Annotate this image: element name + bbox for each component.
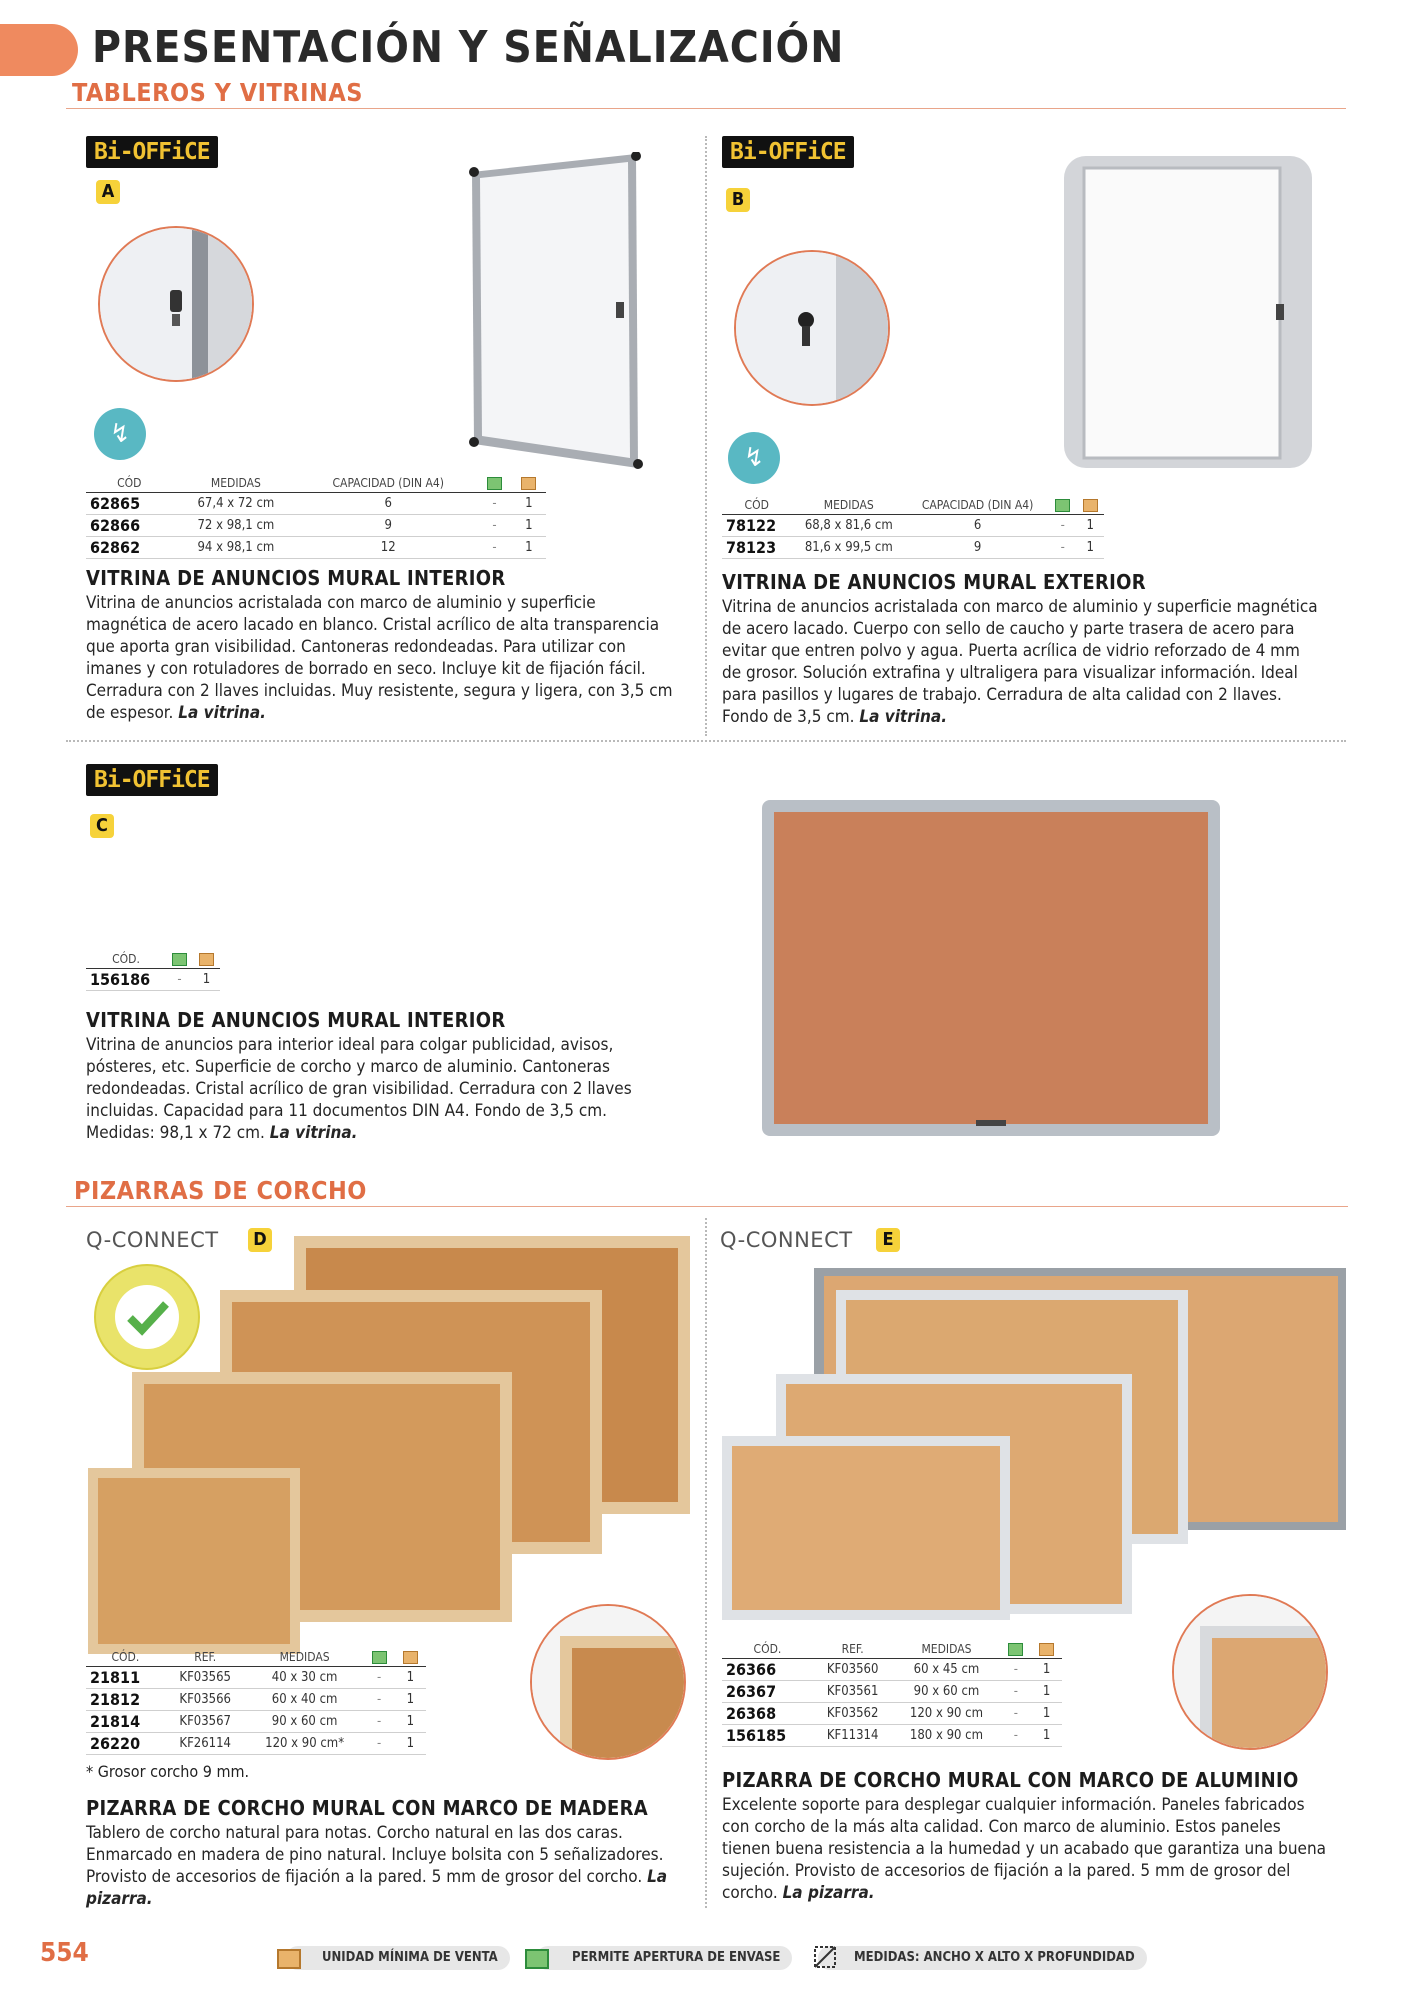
table-row: 21811 KF03565 40 x 30 cm - 1 [86, 1667, 426, 1689]
product-description-a: Vitrina de anuncios acristalada con marco de aluminio y superficie magnética de acero lacado en blanco. Cristal acrílico de alta transparencia que aporta gran visibilidad. Cantoneras redondeadas. Para utilizar con imanes y con rotuladores de borrado en seco. Incluye kit de fijación fácil. Cerradura con 2 llaves incluidas. Muy resistente, segura y ligera, con 3,5 cm de espesor. La vitrina. [86, 593, 673, 723]
open-pack-icon [1008, 1643, 1023, 1656]
product-description-e: Excelente soporte para desplegar cualquier información. Paneles fabricados con corcho de la más alta calidad. Con marco de aluminio. Estos paneles tienen buena resistencia a la humedad y un acabado que garantiza una buena sujeción. Provisto de accesorios de fijación a la pared. 5 mm de grosor del corcho. La pizarra. [722, 1795, 1327, 1903]
col-apertura [364, 1648, 395, 1667]
corner-detail-illustration [1174, 1596, 1326, 1748]
legend-apertura: PERMITE APERTURA DE ENVASE [536, 1946, 792, 1970]
footnote-grosor: * Grosor corcho 9 mm. [86, 1762, 250, 1781]
box-icon [1083, 499, 1098, 512]
product-title-a: VITRINA DE ANUNCIOS MURAL INTERIOR [86, 566, 506, 590]
table-row: 26220 KF26114 120 x 90 cm* - 1 [86, 1733, 426, 1755]
detail-zoom-lock-a [98, 226, 254, 382]
product-image-pizarras-madera [86, 1236, 690, 1656]
col-unidad [1076, 496, 1104, 515]
brand-logo-q-connect: Q-CONNECT [86, 1228, 219, 1252]
product-letter-b: B [726, 188, 750, 212]
col-ref: REF. [813, 1640, 893, 1659]
box-icon [276, 1944, 302, 1970]
spec-table-c [86, 950, 220, 991]
col-unidad [1031, 1640, 1062, 1659]
table-row: 78123 81,6 x 99,5 cm 9 - 1 [722, 537, 1104, 559]
table-row: 26368 KF03562 120 x 90 cm - 1 [722, 1703, 1062, 1725]
col-cod: CÓD [86, 474, 173, 493]
table-row: 62862 94 x 98,1 cm 12 - 1 [86, 537, 546, 559]
corner-detail-illustration [532, 1606, 684, 1758]
product-letter-e: E [876, 1228, 900, 1252]
page-number: 554 [40, 1938, 89, 1968]
col-cod: CÓD. [86, 950, 166, 969]
product-image-vitrina-a [468, 152, 644, 470]
col-medidas: MEDIDAS [173, 474, 300, 493]
dimensions-icon [812, 1944, 838, 1970]
col-medidas: MEDIDAS [246, 1648, 364, 1667]
col-cod: CÓD. [86, 1648, 165, 1667]
section-heading-tableros: TABLEROS Y VITRINAS [72, 78, 363, 107]
box-icon [521, 477, 536, 490]
col-ref: REF. [165, 1648, 246, 1667]
product-description-d: Tablero de corcho natural para notas. Corcho natural en las dos caras. Enmarcado en madera de pino natural. Incluye bolsita con 5 señalizadores. Provisto de accesorios de fijación a la pared. 5 mm de grosor del corcho. La pizarra. [86, 1823, 668, 1909]
legend-medidas: MEDIDAS: ANCHO X ALTO X PROFUNDIDAD [818, 1946, 1147, 1970]
table-row: 21814 KF03567 90 x 60 cm - 1 [86, 1711, 426, 1733]
product-letter-d: D [248, 1228, 272, 1252]
col-apertura [166, 950, 193, 969]
brand-logo-bi-office: Bi-OFFiCE [86, 764, 218, 796]
legend-unidad-minima: UNIDAD MÍNIMA DE VENTA [286, 1946, 510, 1970]
spec-table-a [86, 474, 546, 559]
product-title-e: PIZARRA DE CORCHO MURAL CON MARCO DE ALUMINIO [722, 1768, 1299, 1792]
brand-logo-bi-office: Bi-OFFiCE [86, 136, 218, 168]
table-row: 26366 KF03560 60 x 45 cm - 1 [722, 1659, 1062, 1681]
brand-logo-q-connect: Q-CONNECT [720, 1228, 853, 1252]
detail-zoom-lock-b [734, 250, 890, 406]
col-cod: CÓD [722, 496, 791, 515]
page-title: PRESENTACIÓN Y SEÑALIZACIÓN [92, 22, 845, 73]
product-description-c: Vitrina de anuncios para interior ideal para colgar publicidad, avisos, pósteres, etc. Superficie de corcho y marco de aluminio. Cantoneras redondeadas. Cristal acrílico de gran visibilidad. Cerradura con 2 llaves incluidas. Capacidad para 11 documentos DIN A4. Fondo de 3,5 cm. Medidas: 98,1 x 72 cm. La vitrina. [86, 1035, 632, 1143]
col-unidad [512, 474, 546, 493]
col-apertura [1001, 1640, 1032, 1659]
table-row: 21812 KF03566 60 x 40 cm - 1 [86, 1689, 426, 1711]
column-separator [705, 1218, 707, 1908]
col-medidas: MEDIDAS [791, 496, 906, 515]
detail-zoom-aluminio [1172, 1594, 1328, 1750]
col-capacidad: CAPACIDAD (DIN A4) [299, 474, 477, 493]
section-rule [66, 108, 1346, 109]
col-cod: CÓD. [722, 1640, 813, 1659]
col-unidad [395, 1648, 426, 1667]
product-title-b: VITRINA DE ANUNCIOS MURAL EXTERIOR [722, 570, 1146, 594]
open-pack-icon [372, 1651, 387, 1664]
column-separator [705, 136, 707, 736]
open-pack-icon [524, 1944, 550, 1970]
box-icon [403, 1651, 418, 1664]
brand-logo-bi-office: Bi-OFFiCE [722, 136, 854, 168]
open-pack-icon [172, 953, 187, 966]
col-capacidad: CAPACIDAD (DIN A4) [906, 496, 1049, 515]
product-letter-a: A [96, 180, 120, 204]
col-apertura [477, 474, 511, 493]
box-icon [1039, 1643, 1054, 1656]
magnetic-icon: ↯ [728, 432, 780, 484]
product-letter-c: C [90, 814, 114, 838]
product-title-c: VITRINA DE ANUNCIOS MURAL INTERIOR [86, 1008, 506, 1032]
spec-table-b [722, 496, 1104, 559]
detail-zoom-madera [530, 1604, 686, 1760]
table-row: 62865 67,4 x 72 cm 6 - 1 [86, 493, 546, 515]
open-pack-icon [487, 477, 502, 490]
table-row: 26367 KF03561 90 x 60 cm - 1 [722, 1681, 1062, 1703]
header-accent-tab [0, 24, 78, 76]
product-image-vitrina-c [760, 798, 1222, 1138]
section-rule [66, 1206, 1348, 1207]
table-row: 62866 72 x 98,1 cm 9 - 1 [86, 515, 546, 537]
section-heading-pizarras: PIZARRAS DE CORCHO [74, 1176, 367, 1205]
spec-table-d [86, 1648, 426, 1755]
box-icon [199, 953, 214, 966]
product-image-vitrina-b [1062, 154, 1314, 470]
lock-detail-illustration [736, 252, 888, 404]
col-unidad [193, 950, 220, 969]
magnetic-icon: ↯ [94, 408, 146, 460]
table-row: 156186 - 1 [86, 969, 220, 991]
product-description-b: Vitrina de anuncios acristalada con marco de aluminio y superficie magnética de acero lacado. Cuerpo con sello de caucho y parte trasera de acero para evitar que entren polvo y agua. Puerta acrílica de vidrio reforzado de 4 mm de grosor. Solución extrafina y ultraligera para visualizar información. Ideal para pasillos y lugares de trabajo. Cerradura de alta calidad con 2 llaves. Fondo de 3,5 cm. La vitrina. [722, 597, 1318, 727]
product-image-pizarras-aluminio [720, 1266, 1348, 1622]
col-apertura [1049, 496, 1076, 515]
spec-table-e [722, 1640, 1062, 1747]
table-row: 156185 KF11314 180 x 90 cm - 1 [722, 1725, 1062, 1747]
product-title-d: PIZARRA DE CORCHO MURAL CON MARCO DE MADERA [86, 1796, 648, 1820]
open-pack-icon [1055, 499, 1070, 512]
lock-detail-illustration [100, 228, 252, 380]
section-divider [66, 740, 1346, 742]
col-medidas: MEDIDAS [892, 1640, 1000, 1659]
table-row: 78122 68,8 x 81,6 cm 6 - 1 [722, 515, 1104, 537]
